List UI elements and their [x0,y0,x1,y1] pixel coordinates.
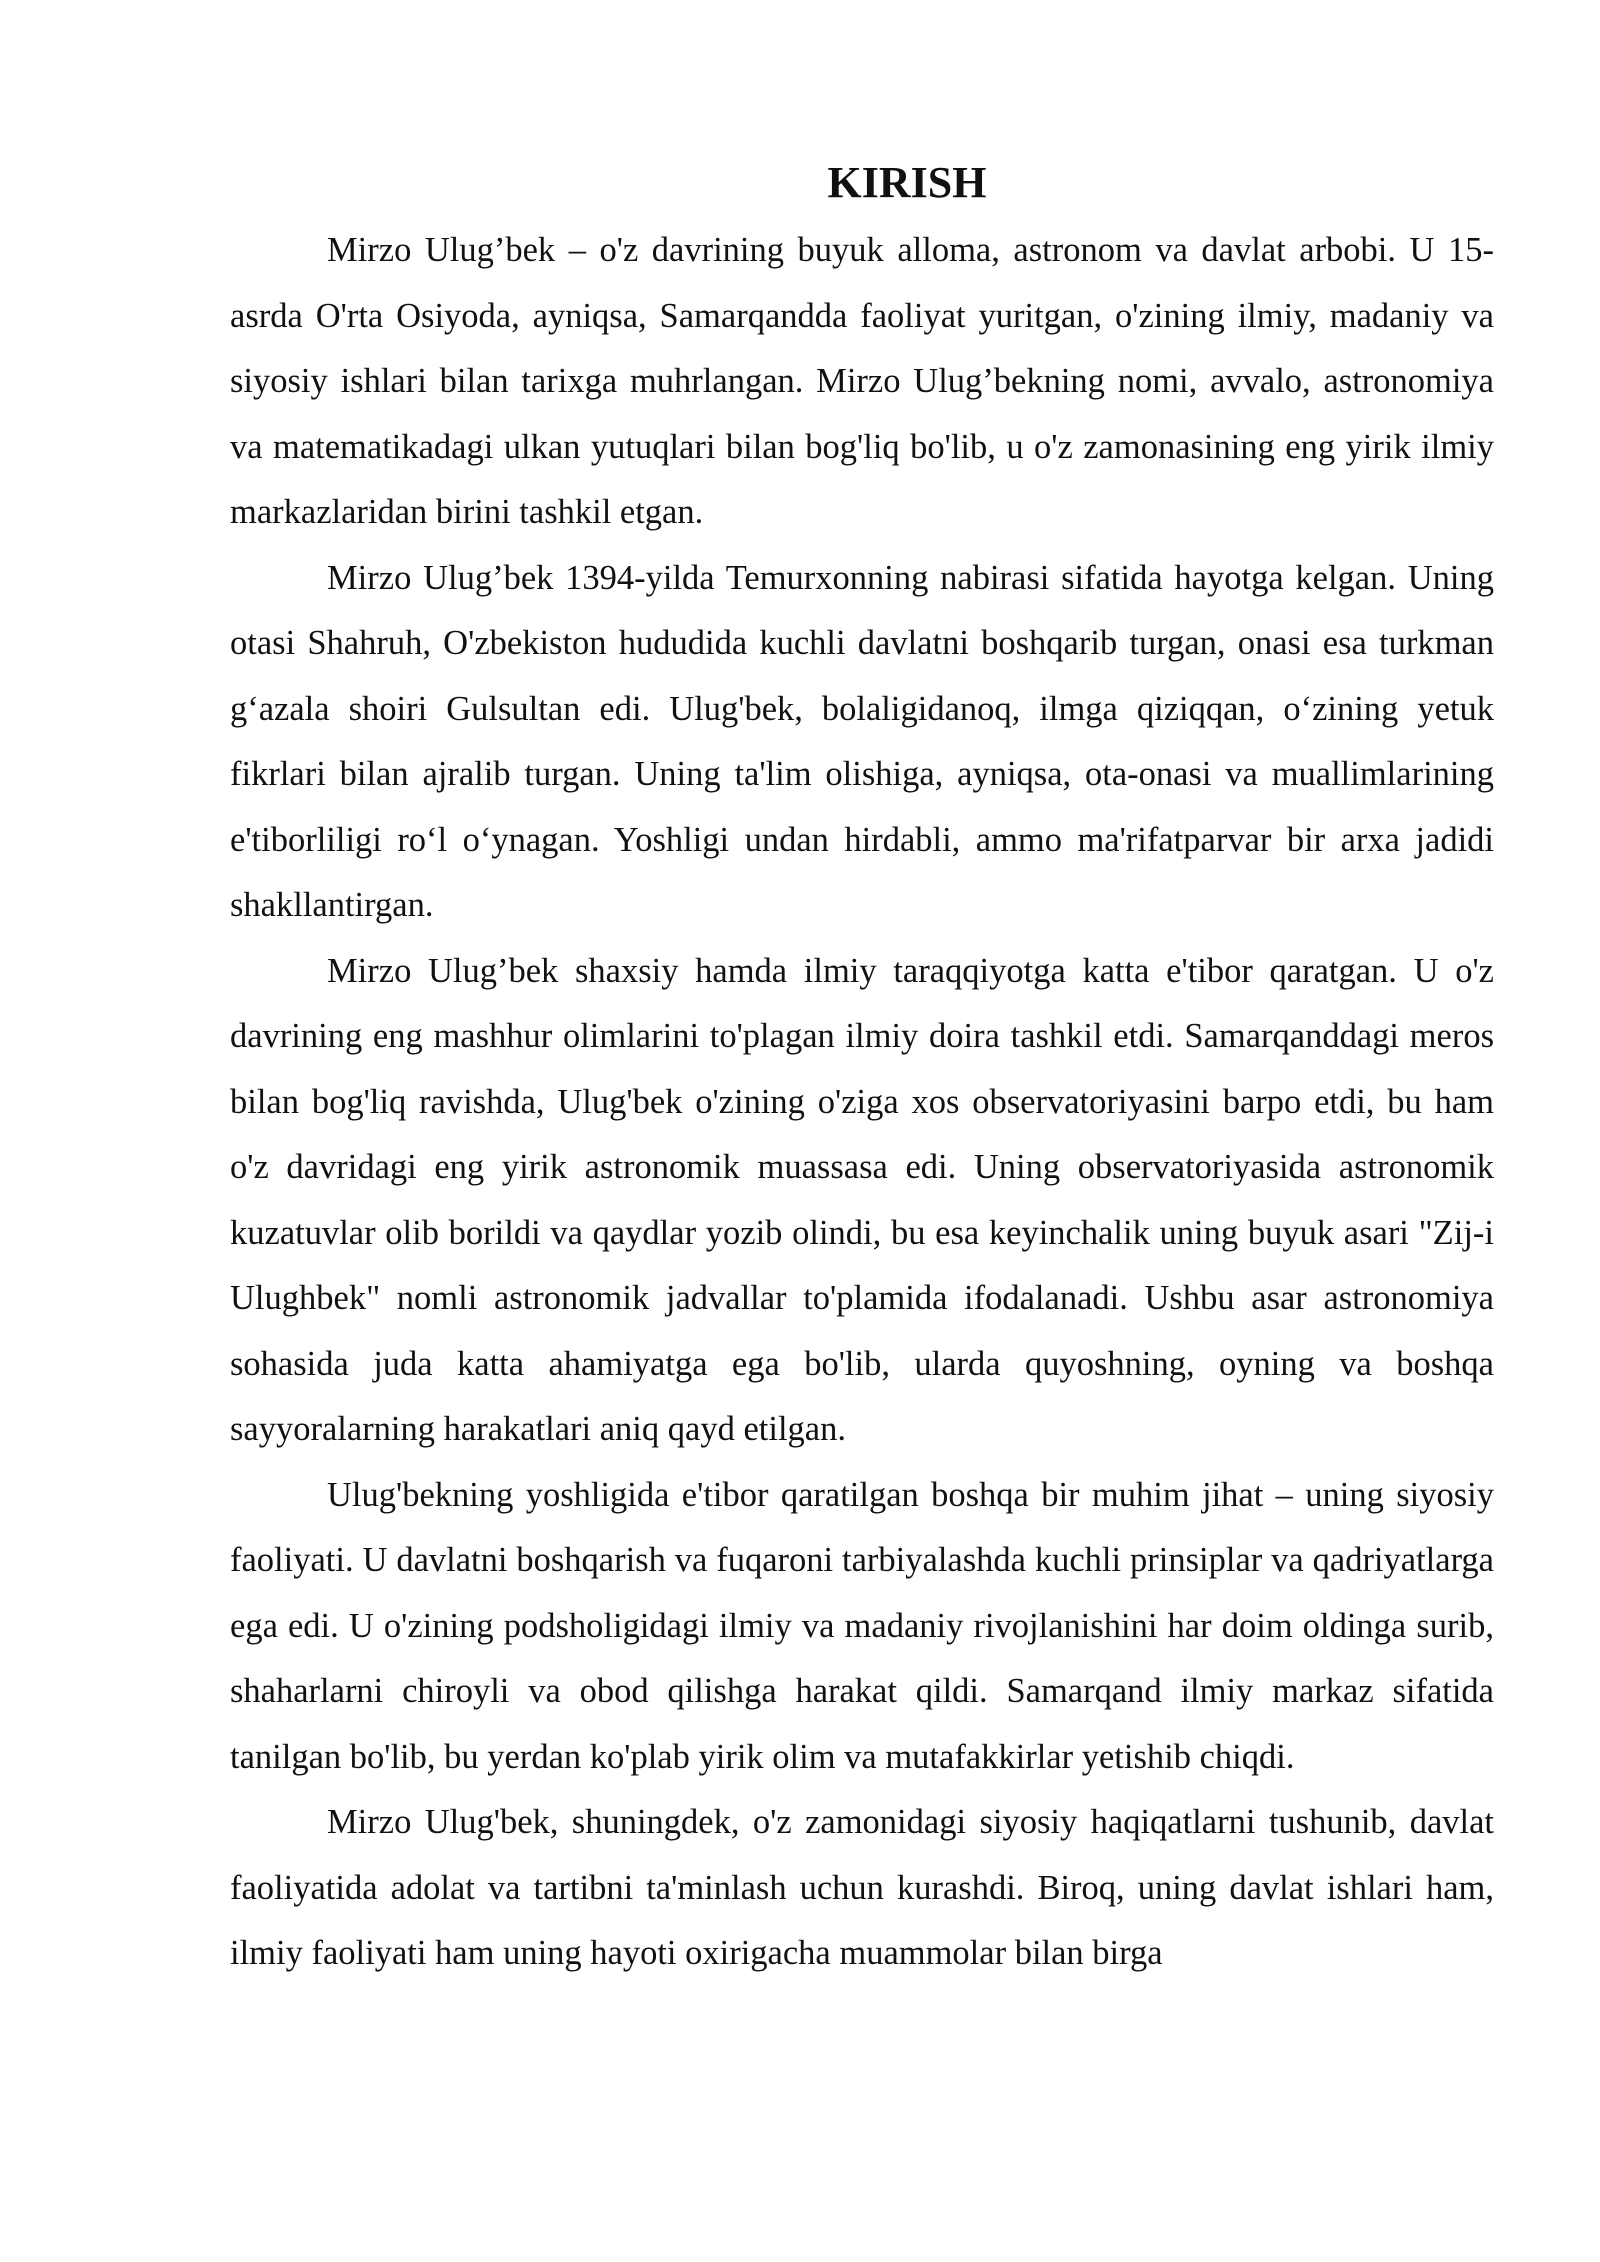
paragraph-5: Mirzo Ulug'bek, shuningdek, o'z zamonidagi siyosiy haqiqatlarni tushunib, davlat faoliyatida adolat va tartibni ta'minlash uchun kurashdi. Biroq, uning davlat ishlari ham, ilmiy faoliyati ham uning hayoti oxirigacha muammolar bilan birga [230,1803,1494,1972]
paragraph-4: Ulug'bekning yoshligida e'tibor qaratilgan boshqa bir muhim jihat – uning siyosiy faoliyati. U davlatni boshqarish va fuqaroni tarbiyalashda kuchli prinsiplar va qadriyatlarga ega edi. U o'zining podsholigidagi ilmiy va madaniy rivojlanishini har doim oldinga surib, shaharlarni chiroyli va obod qilishga harakat qildi. Samarqand ilmiy markaz sifatida tanilgan bo'lib, bu yerdan ko'plab yirik olim va mutafakkirlar yetishib chiqdi. [230,1475,1494,1776]
document-body [230,148,1494,1987]
paragraph-3: Mirzo Ulug’bek shaxsiy hamda ilmiy taraqqiyotga katta e'tibor qaratgan. U o'z davrining eng mashhur olimlarini to'plagan ilmiy doira tashkil etdi. Samarqanddagi meros bilan bog'liq ravishda, Ulug'bek o'zining o'ziga xos observatoriyasini barpo etdi, bu ham o'z davridagi eng yirik astronomik muassasa edi. Uning observatoriyasida astronomik kuzatuvlar olib borildi va qaydlar yozib olindi, bu esa keyinchalik uning buyuk asari "Zij-i Ulughbek" nomli astronomik jadvallar to'plamida ifodalanadi. Ushbu asar astronomiya sohasida juda katta ahamiyatga ega bo'lib, ularda quyoshning, oyning va boshqa sayyoralarning harakatlari aniq qayd etilgan. [230,951,1494,1448]
paragraph-1: Mirzo Ulug’bek – o'z davrining buyuk alloma, astronom va davlat arbobi. U 15-asrda O'rta Osiyoda, ayniqsa, Samarqandda faoliyat yuritgan, o'zining ilmiy, madaniy va siyosiy ishlari bilan tarixga muhrlangan. Mirzo Ulug’bekning nomi, avvalo, astronomiya va matematikadagi ulkan yutuqlari bilan bog'liq bo'lib, u o'z zamonasining eng yirik ilmiy markazlaridan birini tashkil etgan. [230,231,1494,531]
paragraph-2: Mirzo Ulug’bek 1394-yilda Temurxonning nabirasi sifatida hayotga kelgan. Uning otasi Shahruh, O'zbekiston hududida kuchli davlatni boshqarib turgan, onasi esa turkman g‘azala shoiri Gulsultan edi. Ulug'bek, bolaligidanoq, ilmga qiziqqan, o‘zining yetuk fikrlari bilan ajralib turgan. Uning ta'lim olishiga, ayniqsa, ota-onasi va muallimlarining e'tiborliligi ro‘l o‘ynagan. Yoshligi undan hirdabli, ammo ma'rifatparvar bir arxa jadidi shakllantirgan. [230,558,1494,924]
page-title: KIRISH [827,158,987,207]
